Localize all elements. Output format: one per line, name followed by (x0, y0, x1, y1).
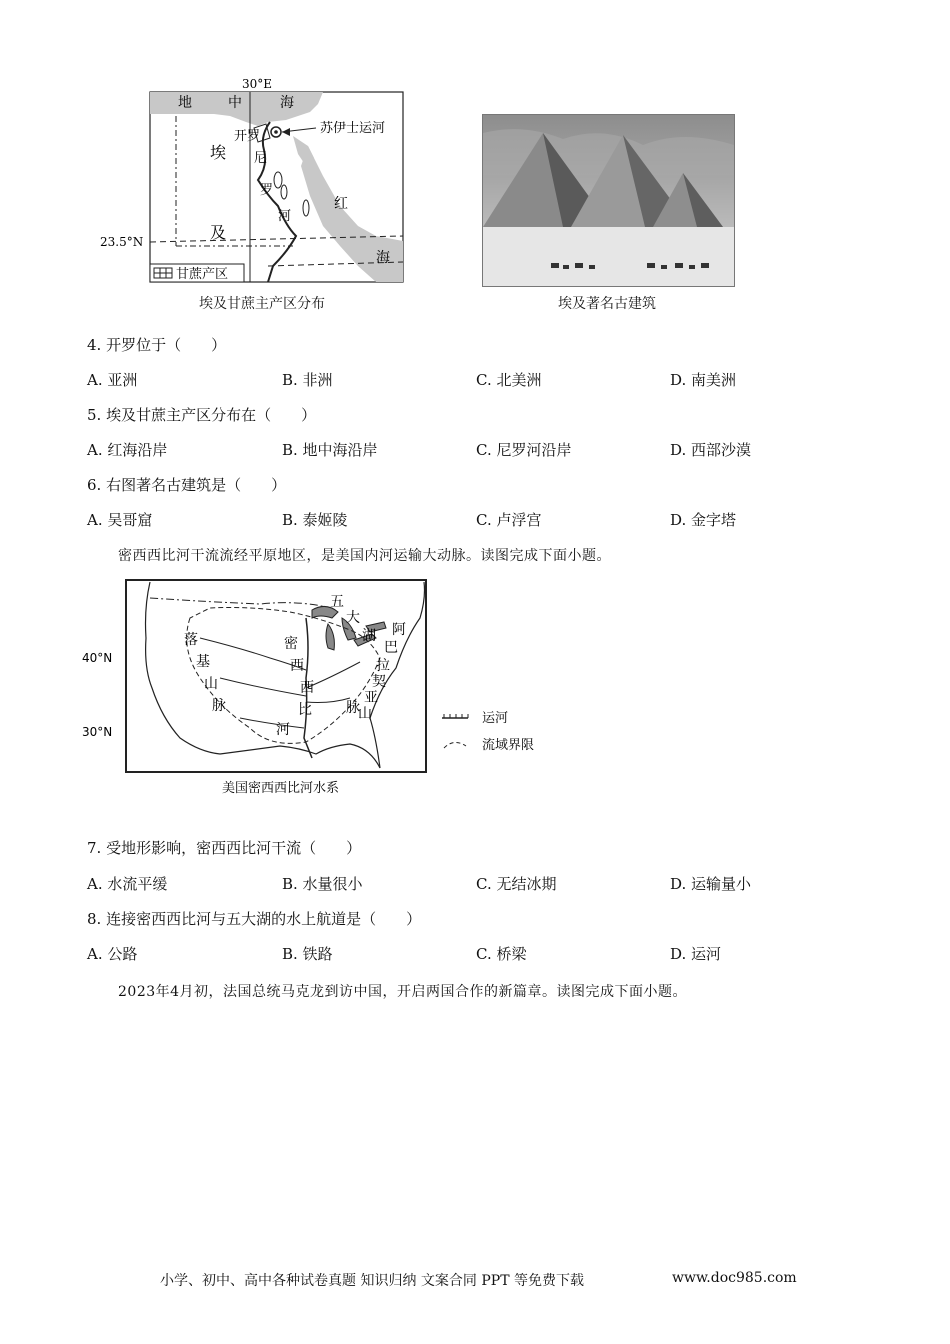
egypt-map (100, 76, 418, 286)
legend-canal: 运河 (482, 711, 509, 726)
svg-text:地: 地 (178, 95, 192, 111)
svg-text:河: 河 (278, 209, 292, 224)
svg-text:山: 山 (204, 676, 218, 692)
q6-option-b[interactable]: B. 泰姬陵 (282, 511, 348, 529)
svg-text:湖: 湖 (362, 628, 376, 644)
svg-text:脉: 脉 (212, 698, 226, 714)
q5-option-c[interactable]: C. 尼罗河沿岸 (476, 441, 572, 459)
svg-text:落: 落 (184, 632, 198, 648)
svg-text:山: 山 (358, 706, 372, 722)
svg-text:亚: 亚 (364, 690, 378, 706)
q6-option-d[interactable]: D. 金字塔 (670, 511, 737, 529)
q4-option-c[interactable]: C. 北美洲 (476, 371, 542, 389)
q7-option-a[interactable]: A. 水流平缓 (87, 875, 168, 893)
question-8-stem: 8. 连接密西西比河与五大湖的水上航道是（ ） (87, 910, 422, 928)
svg-text:基: 基 (196, 654, 210, 670)
question-7-stem: 7. 受地形影响，密西西比河干流（ ） (87, 839, 362, 857)
tropic-label: 23.5°N (100, 235, 144, 249)
q8-option-a[interactable]: A. 公路 (87, 945, 138, 963)
q6-option-a[interactable]: A. 吴哥窟 (87, 511, 153, 529)
footer-link[interactable]: www.doc985.com (672, 1270, 797, 1286)
us-mississippi-map (80, 578, 560, 800)
svg-text:罗: 罗 (260, 183, 274, 198)
svg-text:契: 契 (372, 674, 386, 690)
intro-mississippi: 密西西比河干流流经平原地区，是美国内河运输大动脉。读图完成下面小题。 (118, 548, 611, 564)
q5-option-d[interactable]: D. 西部沙漠 (670, 441, 752, 459)
svg-text:比: 比 (298, 702, 312, 718)
q8-option-d[interactable]: D. 运河 (670, 945, 722, 963)
svg-text:巴: 巴 (384, 640, 398, 656)
svg-text:埃: 埃 (210, 143, 227, 162)
q7-option-c[interactable]: C. 无结冰期 (476, 875, 557, 893)
svg-text:尼: 尼 (254, 151, 268, 166)
boundary-legend-symbol (444, 742, 466, 748)
legend-boundary: 流域界限 (482, 738, 535, 753)
egypt-map-caption: 埃及甘蔗主产区分布 (199, 296, 325, 312)
svg-text:及: 及 (210, 223, 227, 242)
svg-text:拉: 拉 (376, 658, 390, 674)
legend-cane: 甘蔗产区 (176, 267, 229, 282)
q4-option-a[interactable]: A. 亚洲 (87, 371, 138, 389)
pyramid-caption: 埃及著名古建筑 (558, 296, 656, 312)
q8-option-b[interactable]: B. 铁路 (282, 945, 333, 963)
svg-text:脉: 脉 (346, 700, 360, 716)
meridian-label: 30°E (242, 77, 273, 91)
svg-text:大: 大 (346, 610, 360, 626)
lat-30-label: 30°N (82, 725, 113, 739)
q7-option-d[interactable]: D. 运输量小 (670, 875, 752, 893)
us-map-caption: 美国密西西比河水系 (222, 781, 340, 796)
svg-text:海: 海 (376, 250, 390, 266)
svg-text:西: 西 (290, 658, 304, 674)
svg-text:红: 红 (334, 196, 348, 212)
cairo-label: 开罗 (234, 129, 261, 144)
q4-option-d[interactable]: D. 南美洲 (670, 371, 737, 389)
svg-text:河: 河 (276, 722, 290, 738)
q4-option-b[interactable]: B. 非洲 (282, 371, 333, 389)
q5-option-a[interactable]: A. 红海沿岸 (87, 441, 168, 459)
question-6-stem: 6. 右图著名古建筑是（ ） (87, 476, 287, 494)
intro-france: 2023年4月初，法国总统马克龙到访中国，开启两国合作的新篇章。读图完成下面小题。 (118, 984, 688, 1000)
svg-text:五: 五 (330, 594, 344, 610)
lat-40-label: 40°N (82, 651, 113, 665)
suez-canal-label: 苏伊士运河 (320, 121, 386, 136)
question-5-stem: 5. 埃及甘蔗主产区分布在（ ） (87, 406, 317, 424)
pyramid-photo (482, 114, 735, 287)
svg-text:中: 中 (228, 95, 242, 111)
question-4-stem: 4. 开罗位于（ ） (87, 336, 227, 354)
svg-text:西: 西 (300, 680, 314, 696)
svg-text:海: 海 (280, 95, 294, 111)
q8-option-c[interactable]: C. 桥梁 (476, 945, 527, 963)
q6-option-c[interactable]: C. 卢浮宫 (476, 511, 542, 529)
q5-option-b[interactable]: B. 地中海沿岸 (282, 441, 378, 459)
svg-text:密: 密 (284, 636, 298, 652)
svg-text:阿: 阿 (392, 622, 406, 638)
q7-option-b[interactable]: B. 水量很小 (282, 875, 363, 893)
footer-text: 小学、初中、高中各种试卷真题 知识归纳 文案合同 PPT 等免费下载 (160, 1273, 584, 1289)
canal-legend-symbol (442, 714, 468, 718)
